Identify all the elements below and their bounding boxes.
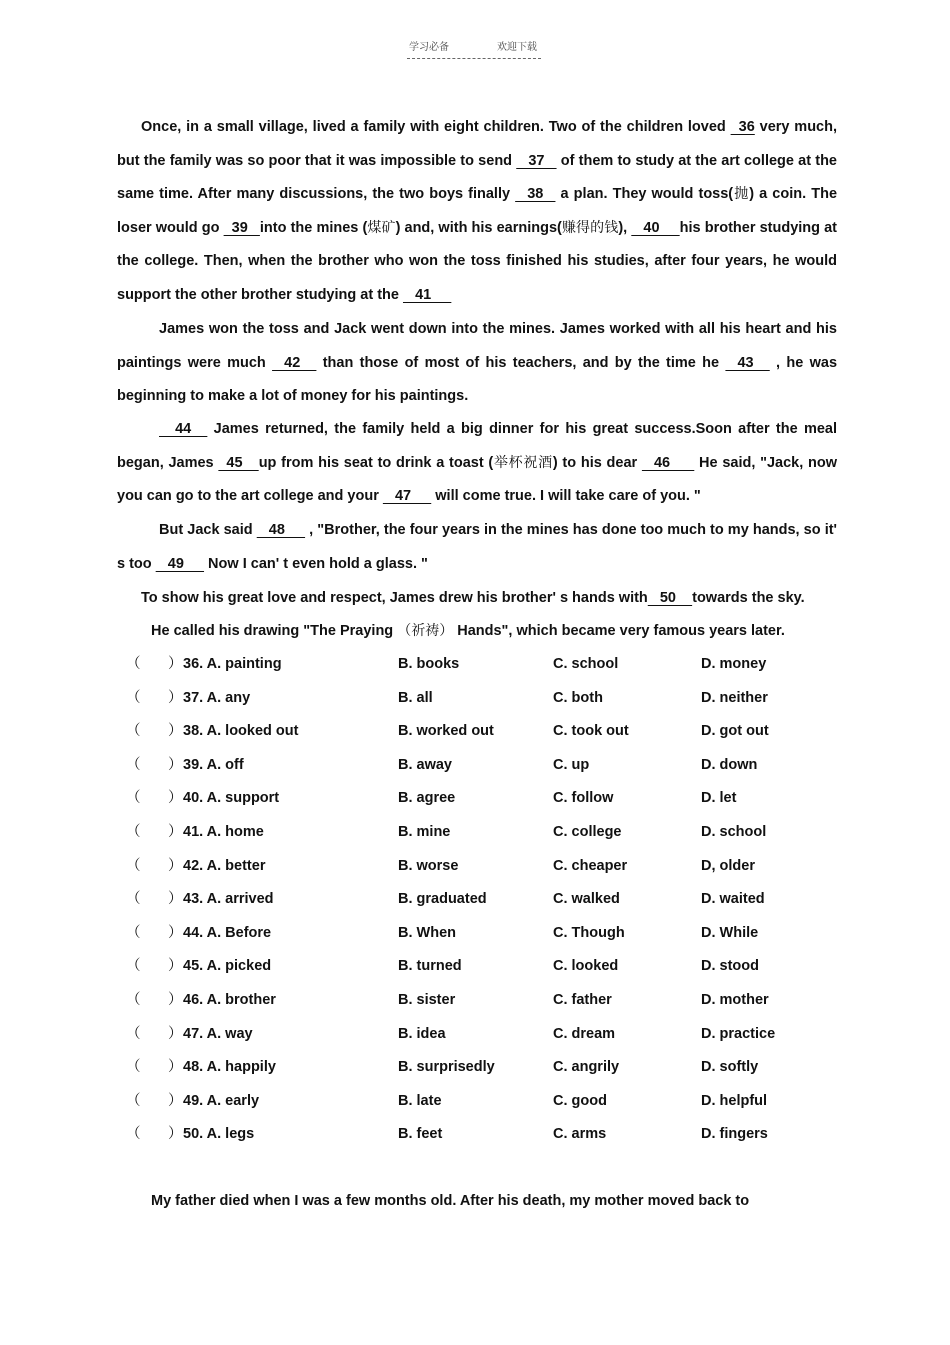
option-a: 39. A. off	[183, 756, 244, 773]
answer-bracket-right: ）	[168, 992, 183, 1008]
passage1-paragraph-6	[117, 615, 837, 649]
question-row	[126, 688, 846, 721]
answer-bracket-right: ）	[168, 924, 183, 941]
question-row	[126, 990, 846, 1023]
option-a: 36. A. painting	[183, 656, 282, 672]
answer-bracket-left[interactable]: （	[126, 924, 141, 941]
question-row	[126, 956, 846, 989]
option-c: C. both	[553, 689, 603, 706]
passage1-paragraph-2	[117, 313, 837, 414]
answer-bracket-right: ）	[168, 1059, 183, 1076]
passage1-paragraph-3	[117, 413, 837, 514]
option-c: C. angrily	[553, 1059, 620, 1076]
option-c: C. good	[553, 1092, 607, 1109]
option-d: D. neither	[701, 689, 768, 706]
answer-bracket-right: ）	[168, 756, 183, 773]
answer-bracket-left[interactable]: （	[126, 992, 141, 1008]
option-d: D. down	[701, 756, 758, 773]
option-d: D. school	[701, 824, 767, 840]
option-d: D. waited	[701, 891, 765, 908]
option-b: B. graduated	[398, 891, 487, 908]
text: than those of most of his teachers, and by the time he	[316, 354, 726, 371]
text: up from his seat to drink a toast (	[258, 454, 494, 471]
answer-bracket-left[interactable]: （	[126, 1092, 141, 1109]
answer-bracket-right: ）	[168, 723, 183, 740]
answer-bracket-left[interactable]: （	[126, 1126, 141, 1143]
option-b: B. late	[398, 1092, 442, 1109]
blank-39: 39	[223, 219, 260, 236]
option-c: C. took out	[553, 723, 629, 740]
blank-45: 45	[218, 454, 259, 471]
option-d: D. money	[701, 656, 767, 672]
header-left-text: 学习必备	[409, 42, 449, 53]
option-d: D. stood	[701, 958, 759, 975]
chinese-gloss: 赚得的钱	[561, 219, 619, 236]
option-a: 44. A. Before	[183, 924, 272, 941]
blank-44: 44	[159, 421, 208, 437]
blank-36: 36	[730, 119, 755, 135]
option-a: 47. A. way	[183, 1025, 253, 1042]
blank-43: 43	[725, 354, 770, 371]
question-row	[126, 755, 846, 788]
passage1-paragraph-5	[117, 582, 837, 616]
option-b: B. When	[398, 924, 456, 941]
text: To show his great love and respect, James drew his brother' s hands with	[141, 590, 648, 606]
text: ),	[618, 219, 632, 236]
option-a: 49. A. early	[183, 1092, 260, 1109]
text: will come true. I will take care of you. "	[431, 488, 701, 505]
answer-bracket-left[interactable]: （	[126, 958, 141, 975]
text: ) and, with his earnings(	[395, 219, 562, 236]
answer-bracket-right: ）	[168, 857, 183, 874]
answer-bracket-right: ）	[168, 891, 183, 908]
chinese-gloss: 抛	[733, 186, 750, 203]
option-c: C. school	[553, 656, 619, 672]
option-c: C. walked	[553, 891, 620, 908]
question-row	[126, 1091, 846, 1124]
text: James returned, the family held a big dinner for his great success.Soon after the meal began, James	[117, 421, 837, 471]
passage2-paragraph-1	[117, 1185, 837, 1219]
option-c: C. cheaper	[553, 857, 628, 874]
header-right-text: 欢迎下载	[497, 42, 537, 53]
option-b: B. worse	[398, 857, 459, 874]
question-row	[126, 822, 846, 855]
option-b: B. sister	[398, 992, 456, 1008]
text: He said, "Jack, now you can go to the art college and your	[117, 454, 838, 505]
blank-41: 41	[402, 286, 452, 303]
option-c: C. father	[553, 992, 612, 1008]
text: He called his drawing "The Praying	[151, 623, 398, 639]
text: ) to his dear	[552, 454, 642, 471]
blank-40: 40	[631, 219, 680, 236]
text: , he was beginning to make a lot of money for his paintings.	[117, 354, 838, 405]
blank-50: 50	[647, 590, 693, 606]
option-a: 41. A. home	[183, 824, 264, 840]
option-a: 43. A. arrived	[183, 891, 274, 908]
option-b: B. turned	[398, 958, 462, 975]
chinese-gloss: （祈祷）	[397, 623, 454, 639]
option-c: C. college	[553, 824, 622, 840]
question-row	[126, 889, 846, 922]
answer-bracket-left[interactable]: （	[126, 824, 141, 840]
question-row	[126, 654, 846, 687]
answer-bracket-left[interactable]: （	[126, 689, 141, 706]
answer-bracket-right: ）	[168, 689, 183, 706]
option-a: 46. A. brother	[183, 992, 276, 1008]
option-a: 42. A. better	[183, 857, 266, 874]
text: Hands", which became very famous years later.	[453, 623, 785, 639]
option-d: D. softly	[701, 1059, 759, 1076]
text: towards the sky.	[692, 590, 805, 606]
answer-bracket-right: ）	[168, 1025, 183, 1042]
option-c: C. follow	[553, 790, 614, 807]
answer-bracket-right: ）	[168, 824, 183, 840]
option-d: D. practice	[701, 1025, 776, 1042]
text: , "Brother, the four years in the mines has done too much to my hands, so it' s too	[117, 522, 838, 572]
text: of them to study at the art college at the same time. After many discussions, the two boys finally	[117, 152, 837, 203]
blank-37: 37	[516, 152, 557, 169]
option-d: D. mother	[701, 992, 769, 1008]
blank-48: 48	[256, 522, 306, 538]
answer-bracket-left[interactable]: （	[126, 1025, 141, 1042]
passage1-paragraph-1	[117, 111, 837, 313]
answer-bracket-right: ）	[168, 1092, 183, 1109]
question-row	[126, 788, 846, 821]
chinese-gloss: 煤矿	[367, 219, 396, 236]
text: Now I can' t even hold a glass. "	[204, 555, 428, 572]
option-a: 40. A. support	[183, 790, 280, 807]
option-a: 38. A. looked out	[183, 723, 299, 740]
option-b: B. away	[398, 756, 452, 773]
option-d: D. While	[701, 924, 759, 941]
text: very much, but the family was so poor that it was impossible to send	[117, 119, 838, 169]
option-d: D. let	[701, 790, 737, 807]
option-a: 45. A. picked	[183, 958, 272, 975]
option-b: B. feet	[398, 1126, 443, 1143]
answer-bracket-right: ）	[168, 1126, 183, 1143]
answer-bracket-right: ）	[168, 790, 183, 807]
question-row	[126, 923, 846, 956]
option-d: D. fingers	[701, 1126, 768, 1143]
blank-46: 46	[641, 454, 695, 471]
option-c: C. arms	[553, 1126, 607, 1143]
option-b: B. idea	[398, 1025, 446, 1042]
passage1-paragraph-4	[117, 514, 837, 581]
answer-bracket-left[interactable]: （	[126, 857, 141, 874]
text: into the mines (	[259, 219, 368, 236]
option-b: B. agree	[398, 790, 456, 807]
text: But Jack said	[159, 522, 257, 538]
question-row	[126, 856, 846, 889]
answer-bracket-right: ）	[168, 656, 183, 672]
answer-bracket-left[interactable]: （	[126, 1059, 141, 1076]
option-a: 48. A. happily	[183, 1059, 276, 1076]
question-row	[126, 721, 846, 754]
blank-49: 49	[155, 555, 205, 572]
option-b: B. mine	[398, 824, 451, 840]
text: Once, in a small village, lived a family with eight children. Two of the children loved	[141, 119, 731, 135]
text: James won the toss and Jack went down into the mines. James worked with all his heart and his paintings were much	[117, 321, 837, 371]
answer-bracket-left[interactable]: （	[126, 891, 141, 908]
answer-bracket-right: ）	[168, 958, 183, 975]
question-row	[126, 1024, 846, 1057]
option-c: C. dream	[553, 1025, 616, 1042]
text: ) a coin. The loser would go	[117, 186, 838, 236]
question-row	[126, 1124, 846, 1157]
option-c: C. looked	[553, 958, 619, 975]
text: a plan. They would toss(	[555, 186, 734, 203]
option-d: D. helpful	[701, 1092, 768, 1109]
option-b: B. books	[398, 656, 460, 672]
answer-bracket-left[interactable]: （	[126, 656, 141, 672]
chinese-gloss: 举杯祝酒	[493, 454, 553, 471]
blank-42: 42	[272, 354, 317, 371]
option-a: 50. A. legs	[183, 1126, 255, 1143]
page-header	[407, 38, 541, 59]
option-b: B. all	[398, 689, 433, 706]
answer-bracket-left[interactable]: （	[126, 723, 141, 740]
option-c: C. Though	[553, 924, 625, 941]
option-d: D, older	[701, 857, 755, 874]
answer-bracket-left[interactable]: （	[126, 790, 141, 807]
answer-bracket-left[interactable]: （	[126, 756, 141, 773]
blank-38: 38	[515, 186, 556, 203]
text: his brother studying at the college. Then, when the brother who won the toss finished his studies, after four years, he would support the other brother studying at the	[117, 219, 838, 303]
option-c: C. up	[553, 756, 590, 773]
option-d: D. got out	[701, 723, 769, 740]
option-b: B. worked out	[398, 723, 494, 740]
question-row	[126, 1057, 846, 1090]
option-a: 37. A. any	[183, 689, 251, 706]
option-b: B. surprisedly	[398, 1059, 495, 1076]
blank-47: 47	[382, 488, 432, 505]
text: My father died when I was a few months old. After his death, my mother moved back to	[151, 1193, 750, 1209]
